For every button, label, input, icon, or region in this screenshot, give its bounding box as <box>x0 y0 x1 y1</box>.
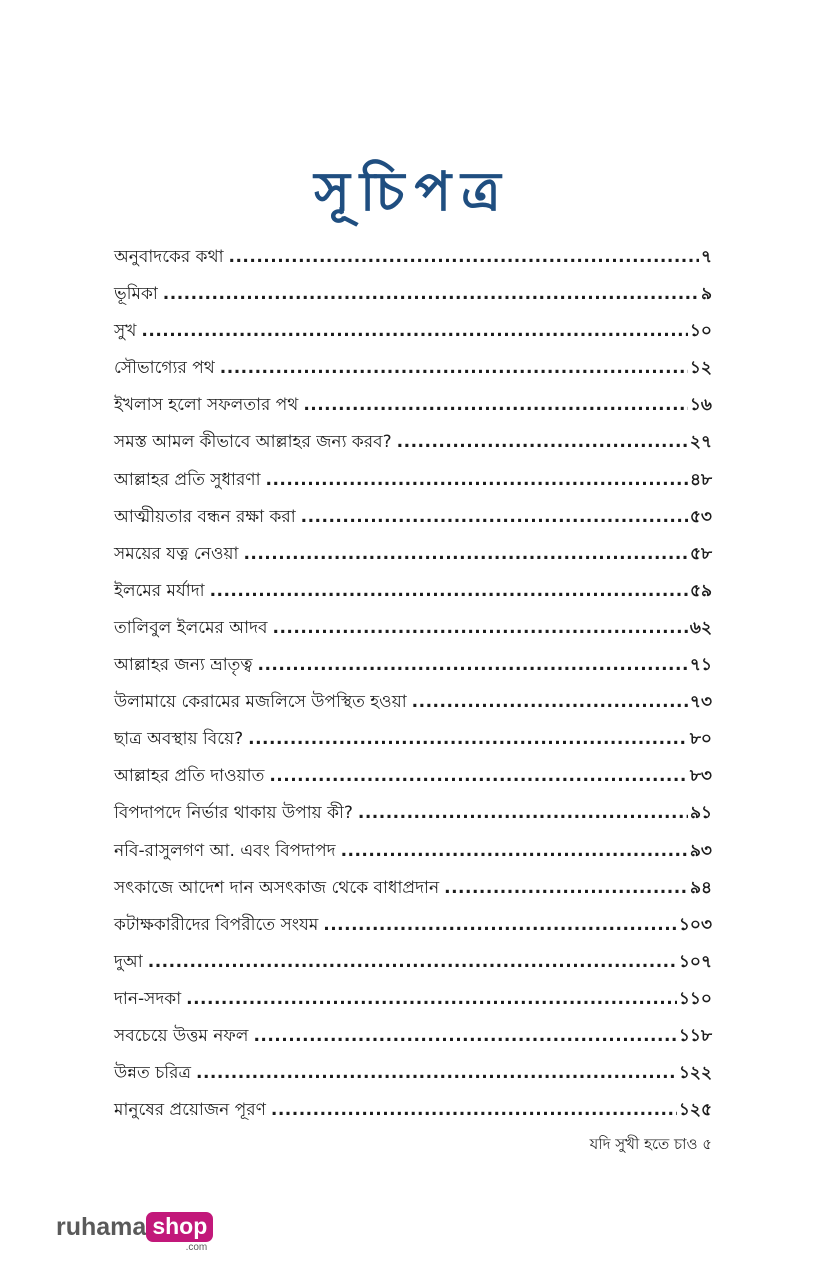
page-title: সূচিপত্র <box>314 159 511 223</box>
toc-entry[interactable] <box>114 761 712 798</box>
toc-entry[interactable] <box>114 539 712 576</box>
dot-leader <box>229 242 699 272</box>
toc-entry-page-number: ১২৫ <box>678 1100 712 1121</box>
dot-leader <box>243 539 688 569</box>
toc-entry-page-number: ৯৪ <box>689 877 712 898</box>
toc-entry[interactable] <box>114 316 712 353</box>
toc-entry-title: দান-সদকা <box>114 988 182 1009</box>
toc-entry[interactable] <box>114 910 712 947</box>
toc-entry-title: আত্মীয়তার বন্ধন রক্ষা করা <box>114 506 296 527</box>
toc-entry-title: বিপদাপদে নির্ভার থাকায় উপায় কী? <box>114 803 353 824</box>
toc-entry-title: দুআ <box>114 951 143 972</box>
toc-entry[interactable] <box>114 1058 712 1095</box>
dot-leader <box>253 1021 676 1051</box>
toc-entry-page-number: ৯৩ <box>689 840 712 861</box>
toc-entry[interactable] <box>114 279 712 316</box>
toc-entry-page-number: ৫৯ <box>689 580 712 601</box>
dot-leader <box>266 465 688 495</box>
table-of-contents <box>114 242 712 1132</box>
toc-entry-page-number: ১১০ <box>678 988 712 1009</box>
toc-entry-title: ছাত্র অবস্থায় বিয়ে? <box>114 729 244 750</box>
ruhama-shop-logo <box>56 1212 213 1254</box>
dot-leader <box>196 1058 677 1088</box>
toc-entry-page-number: ২৭ <box>689 432 712 453</box>
toc-entry-title: সুখ <box>114 321 137 342</box>
toc-entry-title: তালিবুল ইলমের আদব <box>114 617 268 638</box>
dot-leader <box>271 1095 677 1125</box>
toc-entry[interactable] <box>114 353 712 390</box>
logo-brand-text: ruhama <box>56 1213 147 1241</box>
toc-entry-title: সবচেয়ে উত্তম নফল <box>114 1025 249 1046</box>
toc-entry[interactable] <box>114 947 712 984</box>
toc-entry-title: মানুষের প্রয়োজন পূরণ <box>114 1100 266 1121</box>
toc-entry-page-number: ১২২ <box>678 1063 712 1084</box>
toc-entry-page-number: ৬২ <box>689 617 712 638</box>
toc-entry-title: উলামায়ে কেরামের মজলিসে উপস্থিত হওয়া <box>114 692 407 713</box>
toc-entry-title: কটাক্ষকারীদের বিপরীতে সংযম <box>114 914 319 935</box>
toc-entry[interactable] <box>114 502 712 539</box>
toc-entry-page-number: ৯ <box>700 284 712 305</box>
dot-leader <box>248 724 688 754</box>
toc-entry-page-number: ৮০ <box>689 729 712 750</box>
toc-entry[interactable] <box>114 576 712 613</box>
dot-leader <box>186 984 677 1014</box>
toc-entry-title: উন্নত চরিত্র <box>114 1063 191 1084</box>
dot-leader <box>258 650 688 680</box>
toc-entry-page-number: ৮৩ <box>689 766 712 787</box>
toc-entry-title: অনুবাদকের কথা <box>114 247 224 267</box>
dot-leader <box>397 427 688 457</box>
dot-leader <box>148 947 677 977</box>
toc-entry-title: ইখলাস হলো সফলতার পথ <box>114 395 299 416</box>
toc-entry[interactable] <box>114 465 712 502</box>
toc-entry-page-number: ১২ <box>689 358 712 379</box>
toc-entry-page-number: ৫৮ <box>689 543 712 564</box>
toc-entry-page-number: ৪৮ <box>689 469 712 490</box>
toc-entry[interactable] <box>114 1095 712 1132</box>
toc-entry[interactable] <box>114 687 712 724</box>
toc-entry-title: আল্লাহর প্রতি দাওয়াত <box>114 766 265 787</box>
toc-entry-title: সময়ের যত্ন নেওয়া <box>114 543 239 564</box>
running-footer: যদি সুখী হতে চাও ৫ <box>589 1135 712 1153</box>
toc-entry-title: ইলমের মর্যাদা <box>114 580 205 601</box>
toc-entry[interactable] <box>114 724 712 761</box>
dot-leader <box>341 836 688 866</box>
toc-entry[interactable] <box>114 873 712 910</box>
toc-entry-page-number: ৭৩ <box>689 692 712 713</box>
dot-leader <box>412 687 688 717</box>
logo-domain-text: .com <box>185 1242 208 1253</box>
toc-entry-title: নবি-রাসুলগণ আ. এবং বিপদাপদ <box>114 840 336 861</box>
toc-entry-page-number: ৭ <box>700 247 712 267</box>
toc-entry[interactable] <box>114 427 712 464</box>
toc-entry-page-number: ১৬ <box>689 395 712 416</box>
toc-entry-page-number: ১০৩ <box>678 914 712 935</box>
dot-leader <box>303 390 688 420</box>
toc-entry[interactable] <box>114 836 712 873</box>
dot-leader <box>444 873 688 903</box>
logo-shop-badge <box>146 1212 213 1254</box>
toc-entry[interactable] <box>114 984 712 1021</box>
toc-entry[interactable] <box>114 1021 712 1058</box>
toc-entry[interactable] <box>114 798 712 835</box>
toc-entry[interactable] <box>114 650 712 687</box>
toc-entry-title: সৌভাগ্যের পথ <box>114 358 215 379</box>
toc-entry-title: ভূমিকা <box>114 284 158 305</box>
toc-entry-page-number: ১১৮ <box>678 1025 712 1046</box>
toc-entry-title: সৎকাজে আদেশ দান অসৎকাজ থেকে বাধাপ্রদান <box>114 877 440 898</box>
dot-leader <box>220 353 688 383</box>
dot-leader <box>269 761 688 791</box>
toc-entry-title: আল্লাহর প্রতি সুধারণা <box>114 469 261 490</box>
dot-leader <box>210 576 688 606</box>
toc-entry-title: আল্লাহর জন্য ভ্রাতৃত্ব <box>114 655 253 676</box>
toc-entry[interactable] <box>114 613 712 650</box>
dot-leader <box>273 613 688 643</box>
dot-leader <box>141 316 688 346</box>
toc-entry-page-number: ৫৩ <box>689 506 712 527</box>
toc-entry-page-number: ১০ <box>689 321 712 342</box>
toc-entry-page-number: ৭১ <box>689 655 712 676</box>
dot-leader <box>323 910 677 940</box>
toc-entry[interactable] <box>114 242 712 279</box>
dot-leader <box>358 798 688 828</box>
toc-entry-title: সমস্ত আমল কীভাবে আল্লাহর জন্য করব? <box>114 432 392 453</box>
toc-entry-page-number: ১০৭ <box>678 951 712 972</box>
dot-leader <box>163 279 699 309</box>
toc-entry[interactable] <box>114 390 712 427</box>
logo-shop-text: shop <box>146 1212 213 1242</box>
toc-entry-page-number: ৯১ <box>689 803 712 824</box>
dot-leader <box>301 502 688 532</box>
